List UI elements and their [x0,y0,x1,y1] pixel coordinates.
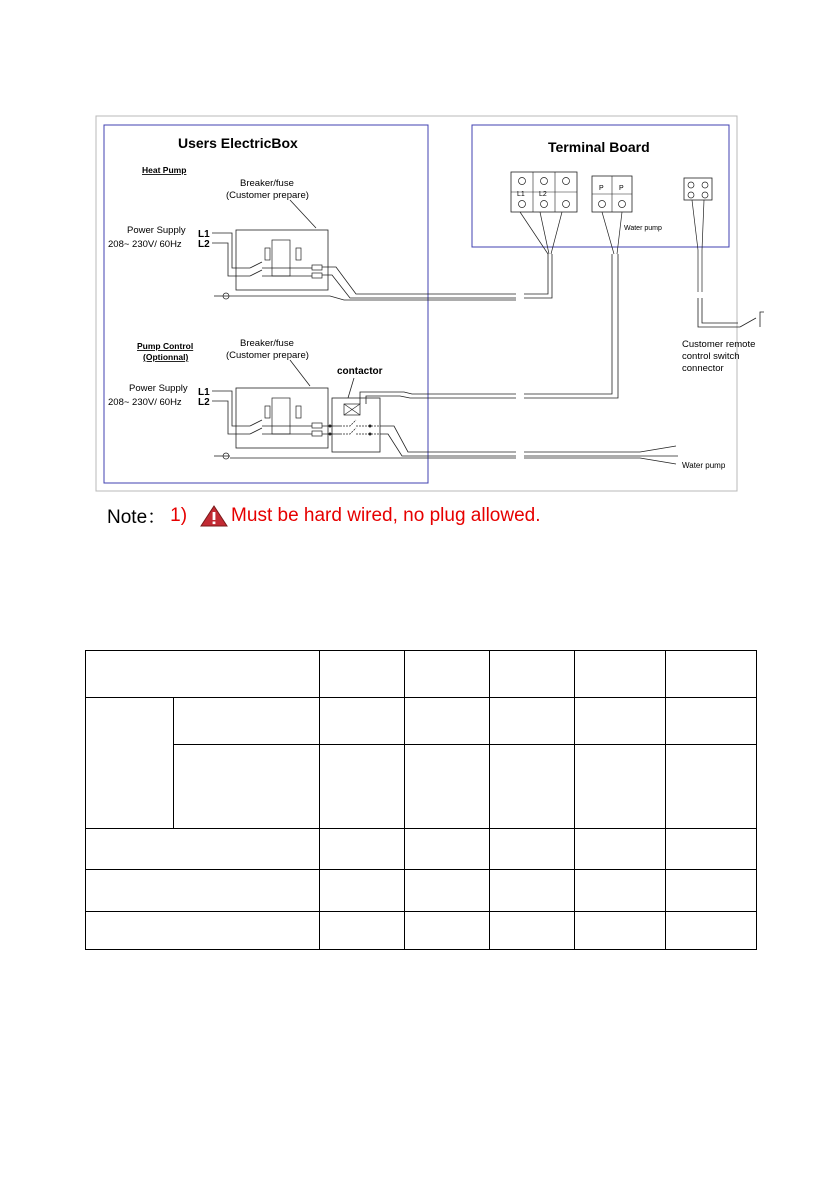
wiring-diagram [0,0,839,500]
table-cell [405,698,490,745]
table-cell [490,651,575,698]
table-row [86,651,757,698]
table-cell [320,829,405,870]
table-cell [86,829,320,870]
table-cell [575,745,666,829]
pump-control-breaker-box [236,388,328,448]
note-number: 1) [170,504,188,526]
table-cell [405,829,490,870]
table-cell [666,745,757,829]
table-cell [490,912,575,950]
pump-control-power-supply-label: Power Supply [129,383,188,394]
terminal-l1-label: L1 [517,191,525,198]
pump-control-subtitle: (Optionnal) [143,352,189,362]
table-row [86,912,757,950]
table-cell [490,745,575,829]
table-row [86,745,757,829]
heat-pump-voltage-label: 208~ 230V/ 60Hz [108,239,182,250]
pump-control-l1-label: L1 [198,387,210,398]
table-cell [86,698,174,829]
table-cell [490,698,575,745]
pump-control-voltage-label: 208~ 230V/ 60Hz [108,397,182,408]
terminal-p2-label: P [619,185,624,192]
table-cell [405,651,490,698]
table-cell [575,698,666,745]
table-row [86,870,757,912]
pump-control-title: Pump Control [137,341,194,351]
pump-control-breaker-label-2: (Customer prepare) [226,350,309,361]
remote-label-3: connector [682,363,724,374]
table-cell [575,870,666,912]
table-cell [320,745,405,829]
table-cell [575,912,666,950]
table-cell [405,912,490,950]
heat-pump-l1-label: L1 [198,229,210,240]
table-cell [86,651,320,698]
table-cell [405,745,490,829]
table-cell [320,912,405,950]
table-cell [320,698,405,745]
heat-pump-l2-label: L2 [198,239,210,250]
users-box-title: Users ElectricBox [178,135,298,151]
table-cell [405,870,490,912]
table-cell [666,870,757,912]
remote-label-2: control switch [682,351,740,362]
diagram-frame [96,116,737,491]
table-cell [490,829,575,870]
pump-control-breaker-label-1: Breaker/fuse [240,338,294,349]
terminal-board-title: Terminal Board [548,139,650,155]
contactor-label: contactor [337,366,383,377]
table-row [86,829,757,870]
table-cell [575,829,666,870]
note-prefix: Note： [107,507,167,528]
table-row [86,698,757,745]
heat-pump-breaker-box [236,230,328,290]
heat-pump-breaker-label-2: (Customer prepare) [226,190,309,201]
table-cell [575,651,666,698]
heat-pump-title: Heat Pump [142,165,187,175]
heat-pump-power-supply-label: Power Supply [127,225,186,236]
heat-pump-breaker-label-1: Breaker/fuse [240,178,294,189]
table-cell [174,745,320,829]
table-cell [666,698,757,745]
water-pump-output-label: Water pump [682,461,726,470]
table-cell [666,912,757,950]
table-cell [490,870,575,912]
table-cell [86,870,320,912]
terminal-water-pump-label: Water pump [624,225,662,232]
table-cell [666,651,757,698]
table-cell [320,651,405,698]
terminal-l2-label: L2 [539,191,547,198]
table-cell [86,912,320,950]
note-line [107,502,541,529]
table-cell [174,698,320,745]
contactor-box [332,398,380,452]
warning-triangle-icon [199,504,229,528]
table-cell [320,870,405,912]
terminal-p1-label: P [599,185,604,192]
note-message: Must be hard wired, no plug allowed. [231,504,541,526]
pump-control-l2-label: L2 [198,397,210,408]
table-cell [666,829,757,870]
specification-table [85,650,757,950]
remote-label-1: Customer remote [682,339,756,350]
